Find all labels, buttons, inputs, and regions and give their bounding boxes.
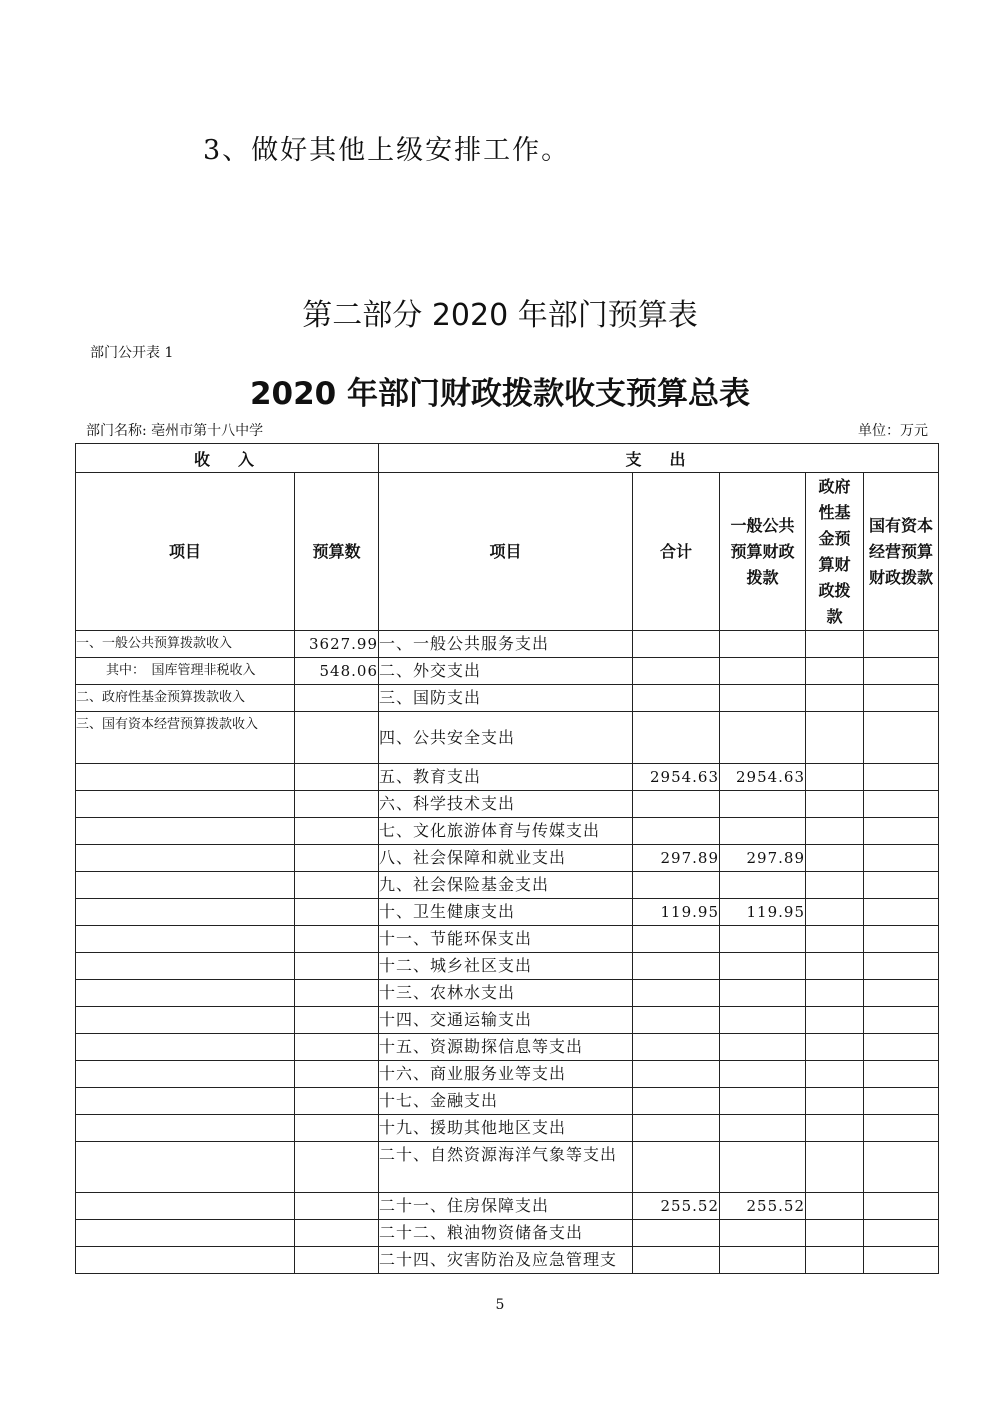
state-capital-value [864,1142,939,1193]
general-budget-value [720,631,806,658]
expense-total-value [633,953,720,980]
fund-budget-value [806,872,864,899]
expense-total-value [633,1034,720,1061]
expense-item: 二十四、灾害防治及应急管理支 [379,1247,633,1274]
table-row [76,899,939,926]
income-budget-value [295,926,379,953]
income-budget-value [295,1193,379,1220]
income-item [76,980,295,1007]
fund-budget-header-text: 政府性基金预算财政拨款 [818,476,851,626]
general-budget-value [720,1088,806,1115]
fund-budget-value [806,764,864,791]
expense-item: 二、外交支出 [379,658,633,685]
expense-item: 四、公共安全支出 [379,712,633,764]
income-budget-value: 3627.99 [295,631,379,658]
expense-item: 七、文化旅游体育与传媒支出 [379,818,633,845]
expense-item: 六、科学技术支出 [379,791,633,818]
fund-budget-value [806,631,864,658]
expense-item: 十四、交通运输支出 [379,1007,633,1034]
income-budget-value [295,1007,379,1034]
expense-total-value [633,872,720,899]
state-capital-value [864,1061,939,1088]
table-row [76,1061,939,1088]
income-budget-value [295,764,379,791]
general-budget-value: 297.89 [720,845,806,872]
table-row [76,953,939,980]
expense-total-value [633,631,720,658]
expense-item: 一、一般公共服务支出 [379,631,633,658]
fund-budget-header [806,473,864,631]
income-budget-value: 548.06 [295,658,379,685]
general-budget-value [720,1115,806,1142]
state-capital-value [864,658,939,685]
section-header-row [76,444,939,473]
income-item: 二、政府性基金预算拨款收入 [76,685,295,712]
expense-item: 二十一、住房保障支出 [379,1193,633,1220]
unit-label: 单位：万元 [858,423,928,439]
income-item [76,1247,295,1274]
expense-item: 十七、金融支出 [379,1088,633,1115]
income-item [76,1034,295,1061]
general-budget-value [720,658,806,685]
part-title: 第二部分 2020 年部门预算表 [302,298,698,333]
table-row [76,1142,939,1193]
state-capital-header [864,473,939,631]
table-title: 2020 年部门财政拨款收支预算总表 [249,376,751,412]
fund-budget-value [806,1061,864,1088]
expense-item: 八、社会保障和就业支出 [379,845,633,872]
income-budget-value [295,685,379,712]
general-budget-header-text: 一般公共预算财政拨款 [730,515,795,587]
expense-item: 九、社会保险基金支出 [379,872,633,899]
expense-total-value [633,1247,720,1274]
state-capital-value [864,712,939,764]
income-budget-value [295,1115,379,1142]
budget-table [75,443,939,1274]
income-budget-value [295,980,379,1007]
table-row [76,818,939,845]
fund-budget-value [806,953,864,980]
income-item [76,845,295,872]
general-budget-value [720,872,806,899]
income-item [76,1088,295,1115]
income-item [76,926,295,953]
state-capital-value [864,872,939,899]
fund-budget-value [806,1220,864,1247]
state-capital-value [864,926,939,953]
state-capital-value [864,980,939,1007]
state-capital-header-text: 国有资本经营预算财政拨款 [869,515,934,587]
fund-budget-value [806,1247,864,1274]
page-number: 5 [495,1297,505,1313]
general-budget-value [720,818,806,845]
table-row [76,926,939,953]
fund-budget-value [806,1142,864,1193]
general-budget-value: 255.52 [720,1193,806,1220]
state-capital-value [864,818,939,845]
expense-total-value: 255.52 [633,1193,720,1220]
income-budget-value [295,1142,379,1193]
state-capital-value [864,1034,939,1061]
expense-total-value [633,685,720,712]
expense-item: 十二、城乡社区支出 [379,953,633,980]
income-item [76,899,295,926]
state-capital-value [864,1115,939,1142]
expense-item: 五、教育支出 [379,764,633,791]
income-budget-value [295,1088,379,1115]
expense-total-value [633,712,720,764]
general-budget-value [720,712,806,764]
income-item [76,872,295,899]
fund-budget-value [806,818,864,845]
general-budget-value [720,926,806,953]
expense-item: 十一、节能环保支出 [379,926,633,953]
expense-item: 十三、农林水支出 [379,980,633,1007]
income-item [76,1007,295,1034]
table-row [76,1115,939,1142]
table-row [76,1007,939,1034]
table-row [76,658,939,685]
income-item: 其中： 国库管理非税收入 [76,658,295,685]
fund-budget-value [806,926,864,953]
table-row [76,980,939,1007]
fund-budget-value [806,1088,864,1115]
general-budget-value [720,1007,806,1034]
fund-budget-value [806,845,864,872]
income-budget-value [295,1061,379,1088]
total-header: 合计 [633,473,720,631]
income-item [76,818,295,845]
fund-budget-value [806,1115,864,1142]
expense-item: 十、卫生健康支出 [379,899,633,926]
table-number: 部门公开表 1 [90,345,174,361]
income-budget-header: 预算数 [295,473,379,631]
table-row [76,845,939,872]
expense-total-value: 2954.63 [633,764,720,791]
income-item: 三、国有资本经营预算拨款收入 [76,712,295,764]
income-budget-value [295,1247,379,1274]
general-budget-header [720,473,806,631]
state-capital-value [864,1193,939,1220]
state-capital-value [864,899,939,926]
state-capital-value [864,631,939,658]
income-item [76,1061,295,1088]
table-row [76,764,939,791]
state-capital-value [864,845,939,872]
expense-total-value [633,1061,720,1088]
department-name: 部门名称: 亳州市第十八中学 [86,423,264,439]
table-row [76,685,939,712]
expense-total-value: 297.89 [633,845,720,872]
expense-total-value [633,791,720,818]
general-budget-value [720,1034,806,1061]
expense-total-value [633,818,720,845]
table-row [76,872,939,899]
income-budget-value [295,1034,379,1061]
income-budget-value [295,712,379,764]
income-budget-value [295,1220,379,1247]
general-budget-value [720,1220,806,1247]
budget-table-body [76,631,939,1274]
expense-item: 十九、援助其他地区支出 [379,1115,633,1142]
state-capital-value [864,791,939,818]
state-capital-value [864,1220,939,1247]
income-item [76,1220,295,1247]
general-budget-value [720,791,806,818]
expense-header: 支 出 [379,444,939,473]
income-item [76,1142,295,1193]
income-budget-value [295,818,379,845]
income-budget-value [295,872,379,899]
fund-budget-value [806,1034,864,1061]
fund-budget-value [806,685,864,712]
income-budget-value [295,953,379,980]
state-capital-value [864,685,939,712]
table-row [76,1220,939,1247]
fund-budget-value [806,712,864,764]
expense-total-value [633,1220,720,1247]
expense-item: 十五、资源勘探信息等支出 [379,1034,633,1061]
state-capital-value [864,953,939,980]
expense-item: 三、国防支出 [379,685,633,712]
state-capital-value [864,1247,939,1274]
expense-total-value [633,980,720,1007]
general-budget-value [720,1247,806,1274]
income-budget-value [295,845,379,872]
general-budget-value [720,980,806,1007]
table-row [76,712,939,764]
table-row [76,1193,939,1220]
income-item [76,791,295,818]
state-capital-value [864,764,939,791]
expense-item-header: 项目 [379,473,633,631]
expense-total-value [633,1007,720,1034]
expense-total-value [633,926,720,953]
income-item [76,1193,295,1220]
general-budget-value [720,953,806,980]
income-item [76,764,295,791]
income-budget-value [295,899,379,926]
table-row [76,1034,939,1061]
income-item-header: 项目 [76,473,295,631]
expense-total-value [633,1115,720,1142]
fund-budget-value [806,1007,864,1034]
fund-budget-value [806,791,864,818]
fund-budget-value [806,899,864,926]
table-row [76,1088,939,1115]
state-capital-value [864,1088,939,1115]
income-item [76,1115,295,1142]
table-row [76,1247,939,1274]
expense-total-value [633,658,720,685]
general-budget-value [720,685,806,712]
expense-item: 二十、自然资源海洋气象等支出 [379,1142,633,1193]
expense-total-value [633,1088,720,1115]
fund-budget-value [806,980,864,1007]
general-budget-value [720,1061,806,1088]
income-item: 一、一般公共预算拨款收入 [76,631,295,658]
income-item [76,953,295,980]
expense-item: 二十二、粮油物资储备支出 [379,1220,633,1247]
state-capital-value [864,1007,939,1034]
expense-item: 十六、商业服务业等支出 [379,1061,633,1088]
table-row [76,631,939,658]
intro-line: 3、做好其他上级安排工作。 [203,135,571,166]
table-row [76,791,939,818]
general-budget-value: 119.95 [720,899,806,926]
general-budget-value [720,1142,806,1193]
fund-budget-value [806,1193,864,1220]
fund-budget-value [806,658,864,685]
expense-total-value: 119.95 [633,899,720,926]
income-budget-value [295,791,379,818]
income-header: 收 入 [76,444,379,473]
expense-total-value [633,1142,720,1193]
column-header-row [76,473,939,631]
general-budget-value: 2954.63 [720,764,806,791]
